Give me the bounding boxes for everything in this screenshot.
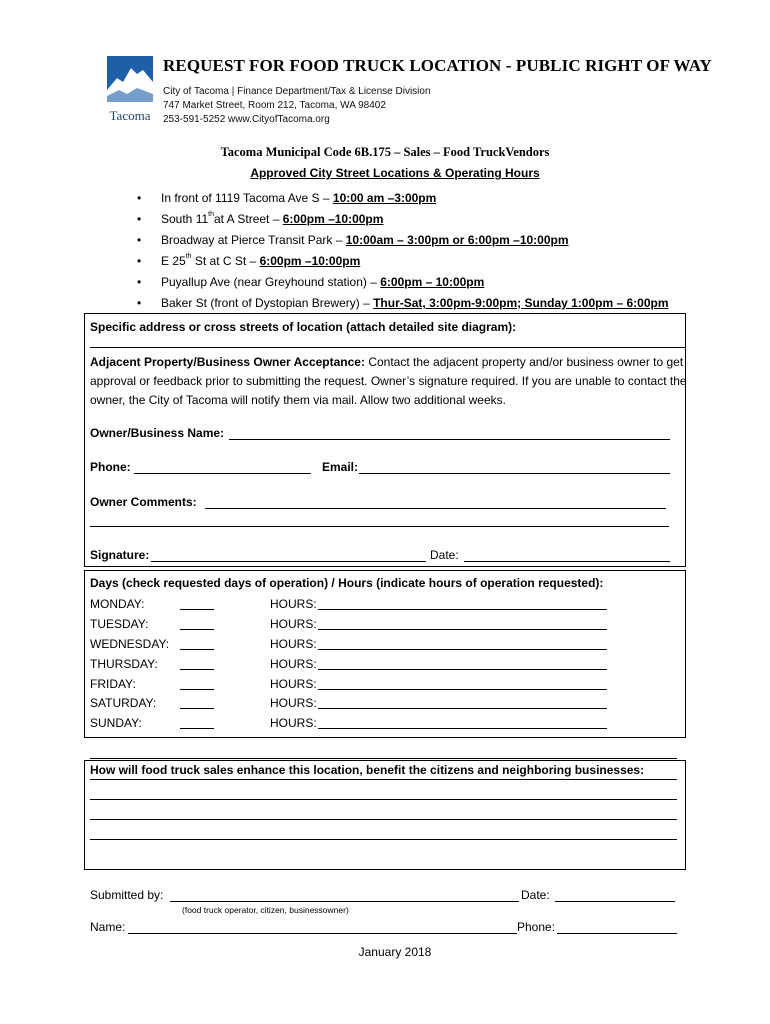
submitted-by-field[interactable] <box>170 901 519 902</box>
location-item: • In front of 1119 Tacoma Ave S – 10:00 am –3:00pm <box>133 188 669 209</box>
location-item: • South 11that A Street – 6:00pm –10:00pm <box>133 209 669 230</box>
monday-check-field[interactable] <box>180 609 214 610</box>
org-line: City of Tacoma | Finance Department/Tax & License Division <box>163 86 431 97</box>
monday-hours-field[interactable] <box>318 609 607 610</box>
footer-date-field[interactable] <box>555 901 675 902</box>
phone-field[interactable] <box>134 473 311 474</box>
approved-locations-list <box>133 188 669 314</box>
svg-text:Tacoma: Tacoma <box>109 108 151 123</box>
owner-comments-field[interactable] <box>205 508 666 509</box>
phone-label: Phone: <box>90 460 131 474</box>
hours-label: HOURS: <box>270 657 317 671</box>
friday-hours-field[interactable] <box>318 689 607 690</box>
days-hours-section <box>84 570 686 738</box>
benefits-question: How will food truck sales enhance this location, benefit the citizens and neighboring businesses: <box>90 763 645 777</box>
friday-check-field[interactable] <box>180 689 214 690</box>
email-label: Email: <box>322 460 359 474</box>
revision-date: January 2018 <box>358 945 432 959</box>
owner-name-field[interactable] <box>229 439 670 440</box>
wednesday-check-field[interactable] <box>180 649 214 650</box>
sunday-check-field[interactable] <box>180 728 214 729</box>
day-label-tuesday: TUESDAY: <box>90 617 149 631</box>
date-field[interactable] <box>464 561 670 562</box>
thursday-hours-field[interactable] <box>318 669 607 670</box>
address-line: 747 Market Street, Room 212, Tacoma, WA 98402 <box>163 100 386 111</box>
section-divider <box>90 758 677 759</box>
signature-field[interactable] <box>151 561 426 562</box>
benefits-field-line1[interactable] <box>90 779 677 780</box>
owner-comments-label: Owner Comments: <box>90 495 197 509</box>
location-item: • Baker St (front of Dystopian Brewery) – Thur-Sat, 3:00pm-9:00pm; Sunday 1:00pm – 6:00pm <box>133 293 669 314</box>
day-label-wednesday: WEDNESDAY: <box>90 637 170 651</box>
hours-label: HOURS: <box>270 677 317 691</box>
approved-locations-heading: Approved City Street Locations & Operating Hours <box>250 166 540 180</box>
tuesday-hours-field[interactable] <box>318 629 607 630</box>
day-label-thursday: THURSDAY: <box>90 657 158 671</box>
owner-acceptance-section <box>84 313 686 567</box>
day-label-saturday: SATURDAY: <box>90 696 157 710</box>
benefits-field-line4[interactable] <box>90 839 677 840</box>
sunday-hours-field[interactable] <box>318 728 607 729</box>
contact-line: 253-591-5252 www.CityofTacoma.org <box>163 114 330 125</box>
saturday-hours-field[interactable] <box>318 708 607 709</box>
signature-label: Signature: <box>90 548 150 562</box>
saturday-check-field[interactable] <box>180 708 214 709</box>
footer-phone-field[interactable] <box>557 933 677 934</box>
footer-phone-label: Phone: <box>517 920 556 934</box>
location-item: • Puyallup Ave (near Greyhound station) – 6:00pm – 10:00pm <box>133 272 669 293</box>
footer-date-label: Date: <box>521 888 550 902</box>
wednesday-hours-field[interactable] <box>318 649 607 650</box>
day-label-sunday: SUNDAY: <box>90 716 142 730</box>
form-title: REQUEST FOR FOOD TRUCK LOCATION - PUBLIC RIGHT OF WAY <box>163 56 712 75</box>
hours-label: HOURS: <box>270 696 317 710</box>
name-field[interactable] <box>128 933 517 934</box>
location-item: • Broadway at Pierce Transit Park – 10:00am – 3:00pm or 6:00pm –10:00pm <box>133 230 669 251</box>
adjacent-acceptance-text: Adjacent Property/Business Owner Acceptance: Contact the adjacent property and/or business owner to get approval or feedback prior to submitting the request. Owner’s signature required. If you are unable to contact the owner, the City of Tacoma will notify them via mail. Allow two additional weeks. <box>90 355 687 407</box>
address-label: Specific address or cross streets of location (attach detailed site diagram): <box>90 320 517 334</box>
submitted-by-note: (food truck operator, citizen, businessowner) <box>182 905 349 915</box>
municipal-code-line: Tacoma Municipal Code 6B.175 – Sales – Food TruckVendors <box>220 145 550 159</box>
day-label-monday: MONDAY: <box>90 597 145 611</box>
hours-label: HOURS: <box>270 597 317 611</box>
tuesday-check-field[interactable] <box>180 629 214 630</box>
address-field[interactable] <box>90 347 686 348</box>
days-hours-heading: Days (check requested days of operation) / Hours (indicate hours of operation requested): <box>90 576 604 590</box>
hours-label: HOURS: <box>270 716 317 730</box>
location-item: • E 25th St at C St – 6:00pm –10:00pm <box>133 251 669 272</box>
submitted-by-label: Submitted by: <box>90 888 164 902</box>
benefits-field-line2[interactable] <box>90 799 677 800</box>
name-label: Name: <box>90 920 126 934</box>
thursday-check-field[interactable] <box>180 669 214 670</box>
hours-label: HOURS: <box>270 617 317 631</box>
owner-name-label: Owner/Business Name: <box>90 426 225 440</box>
day-label-friday: FRIDAY: <box>90 677 136 691</box>
email-field[interactable] <box>359 473 670 474</box>
date-label: Date: <box>430 548 459 562</box>
city-of-tacoma-logo <box>107 56 153 126</box>
benefits-field-line3[interactable] <box>90 819 677 820</box>
owner-comments-field-line2[interactable] <box>90 526 669 527</box>
hours-label: HOURS: <box>270 637 317 651</box>
